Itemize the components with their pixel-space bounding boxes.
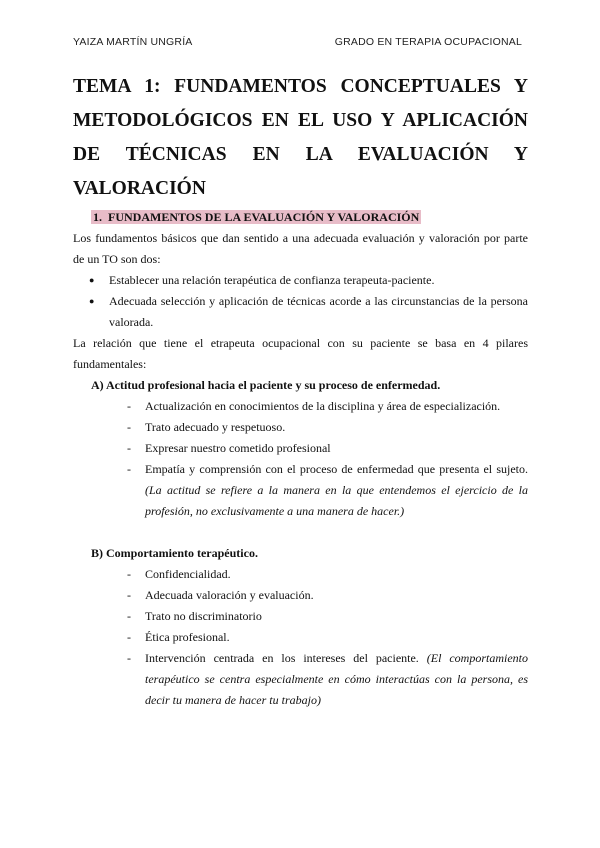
pillar-a-heading-text: Actitud profesional hacia el paciente y su proceso de enfermedad. (106, 378, 441, 392)
page-title: TEMA 1: FUNDAMENTOS CONCEPTUALES Y METODOLÓGICOS EN EL USO Y APLICACIÓN DE TÉCNICAS EN LA EVALUACIÓN Y VALORACIÓN (73, 76, 528, 199)
dash-icon: - (127, 462, 131, 476)
pillar-a-item: Expresar nuestro cometido profesional (145, 441, 331, 455)
dash-icon: - (127, 420, 131, 434)
intro-line-2: de un TO son dos: (73, 252, 161, 266)
bullet-dot-icon: ● (89, 275, 95, 285)
bullet-text: Adecuada selección y aplicación de técnicas acorde a las circunstancias de la persona valorada. (109, 294, 528, 329)
dash-icon: - (127, 588, 131, 602)
list-item (73, 438, 528, 459)
list-item (73, 396, 528, 417)
pillar-a-heading (73, 375, 528, 396)
pillar-b-label: B) (91, 546, 103, 560)
spacer (73, 522, 528, 543)
intro-line-1: Los fundamentos básicos que dan sentido a una adecuada evaluación y valoración por parte (73, 231, 528, 245)
document-body (73, 207, 528, 711)
pillar-a-item: Empatía y comprensión con el proceso de enfermedad que presenta el sujeto. (145, 462, 528, 476)
dash-icon: - (127, 651, 131, 665)
relation-line-1: La relación que tiene el etrapeuta ocupacional con su paciente se basa en 4 pilares (73, 336, 528, 350)
pillar-a-item: Actualización en conocimientos de la disciplina y área de especialización. (145, 399, 501, 413)
pillar-b-item: Confidencialidad. (145, 567, 231, 581)
dash-icon: - (127, 609, 131, 623)
dash-icon: - (127, 630, 131, 644)
dash-icon: - (127, 441, 131, 455)
list-item (73, 585, 528, 606)
relation-line-2: fundamentales: (73, 357, 147, 371)
list-item (73, 270, 528, 291)
pillar-b-item: Trato no discriminatorio (145, 609, 262, 623)
list-item (73, 459, 528, 522)
pillar-b-item: Adecuada valoración y evaluación. (145, 588, 314, 602)
list-item (73, 606, 528, 627)
section-number: 1. (93, 210, 102, 224)
list-item (73, 291, 528, 333)
bullet-dot-icon: ● (89, 296, 95, 306)
list-item (73, 417, 528, 438)
dash-icon: - (127, 399, 131, 413)
pillar-b-heading-text: Comportamiento terapéutico. (106, 546, 258, 560)
dash-icon: - (127, 567, 131, 581)
header-course: GRADO EN TERAPIA OCUPACIONAL (334, 36, 522, 48)
pillar-b-heading (73, 543, 528, 564)
pillar-b-note: (El comportamiento terapéutico se centra especialmente en cómo interactúas con la persona, es decir tu manera de hacer tu trabajo) (145, 651, 528, 707)
section-heading-highlight (91, 210, 421, 224)
pillar-b-item-with-note (145, 648, 528, 711)
list-item (73, 627, 528, 648)
header-author: YAIZA MARTÍN UNGRÍA (73, 36, 193, 48)
section-heading-text: FUNDAMENTOS DE LA EVALUACIÓN Y VALORACIÓN (108, 210, 420, 224)
pillar-b-item: Intervención centrada en los intereses del paciente. (145, 651, 419, 665)
pillar-a-note: (La actitud se refiere a la manera en la que entendemos el ejercicio de la profesión, no exclusivamente a una manera de hacer.) (145, 483, 528, 518)
list-item (73, 648, 528, 711)
pillar-a-label: A) (91, 378, 104, 392)
pillar-a-item: Trato adecuado y respetuoso. (145, 420, 286, 434)
pillar-b-item: Ética profesional. (145, 630, 230, 644)
list-item (73, 564, 528, 585)
section-heading (73, 207, 528, 228)
pillar-a-item-with-note (145, 459, 528, 522)
bullet-text: Establecer una relación terapéutica de confianza terapeuta-paciente. (109, 273, 435, 287)
